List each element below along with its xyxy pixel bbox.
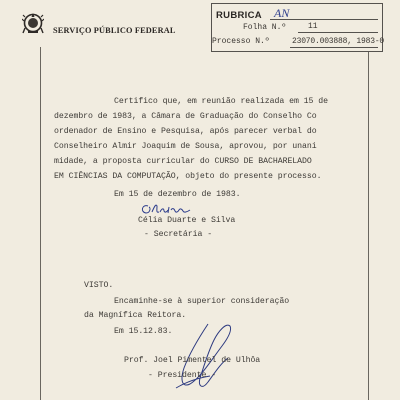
processo-number: 23070.003888, 1983-0 [292,37,385,46]
folha-label: Folha N.º [243,23,287,32]
dispatch-date: Em 15.12.83. [114,327,173,336]
president-name: Prof. Joel Pimentel de Ulhôa [124,356,261,365]
visto-heading: VISTO. [84,281,114,290]
certificate-line: Conselheiro Almir Joaquim de Sousa, aprovou, por unani [54,142,317,151]
folha-number: 11 [308,22,318,31]
dispatch-line: da Magnífica Reitora. [84,311,187,320]
processo-label: Processo N.º [212,37,270,46]
certificate-line: EM CIÊNCIAS DA COMPUTAÇÃO, objeto do presente processo. [54,172,322,181]
folha-underline [298,32,378,33]
margin-line-left [40,47,41,400]
secretary-title: - Secretária - [144,230,213,239]
margin-line-right [368,52,369,400]
processo-underline [290,47,378,48]
rubrica-underline [270,19,378,20]
protocol-stamp [211,3,383,52]
certificate-line: ordenador de Ensino e Pesquisa, após parecer verbal do [54,127,317,136]
secretary-signature [138,202,196,216]
certificate-date: Em 15 de dezembro de 1983. [114,190,241,199]
rubrica-initials: AN [274,6,290,20]
coat-of-arms-icon [22,12,44,34]
certificate-line: dezembro de 1983, a Câmara de Graduação do Conselho Co [54,112,317,121]
certificate-line: midade, a proposta curricular do CURSO DE BACHARELADO [54,157,312,166]
dispatch-line: Encaminhe-se à superior consideração [114,297,290,306]
rubrica-label: RUBRICA [216,10,262,21]
president-title: - Presidente - [148,371,217,380]
secretary-name: Célia Duarte e Silva [138,216,236,225]
organization-heading: SERVIÇO PÚBLICO FEDERAL [53,26,176,35]
certificate-line: Certifico que, em reunião realizada em 15 de [114,97,328,106]
